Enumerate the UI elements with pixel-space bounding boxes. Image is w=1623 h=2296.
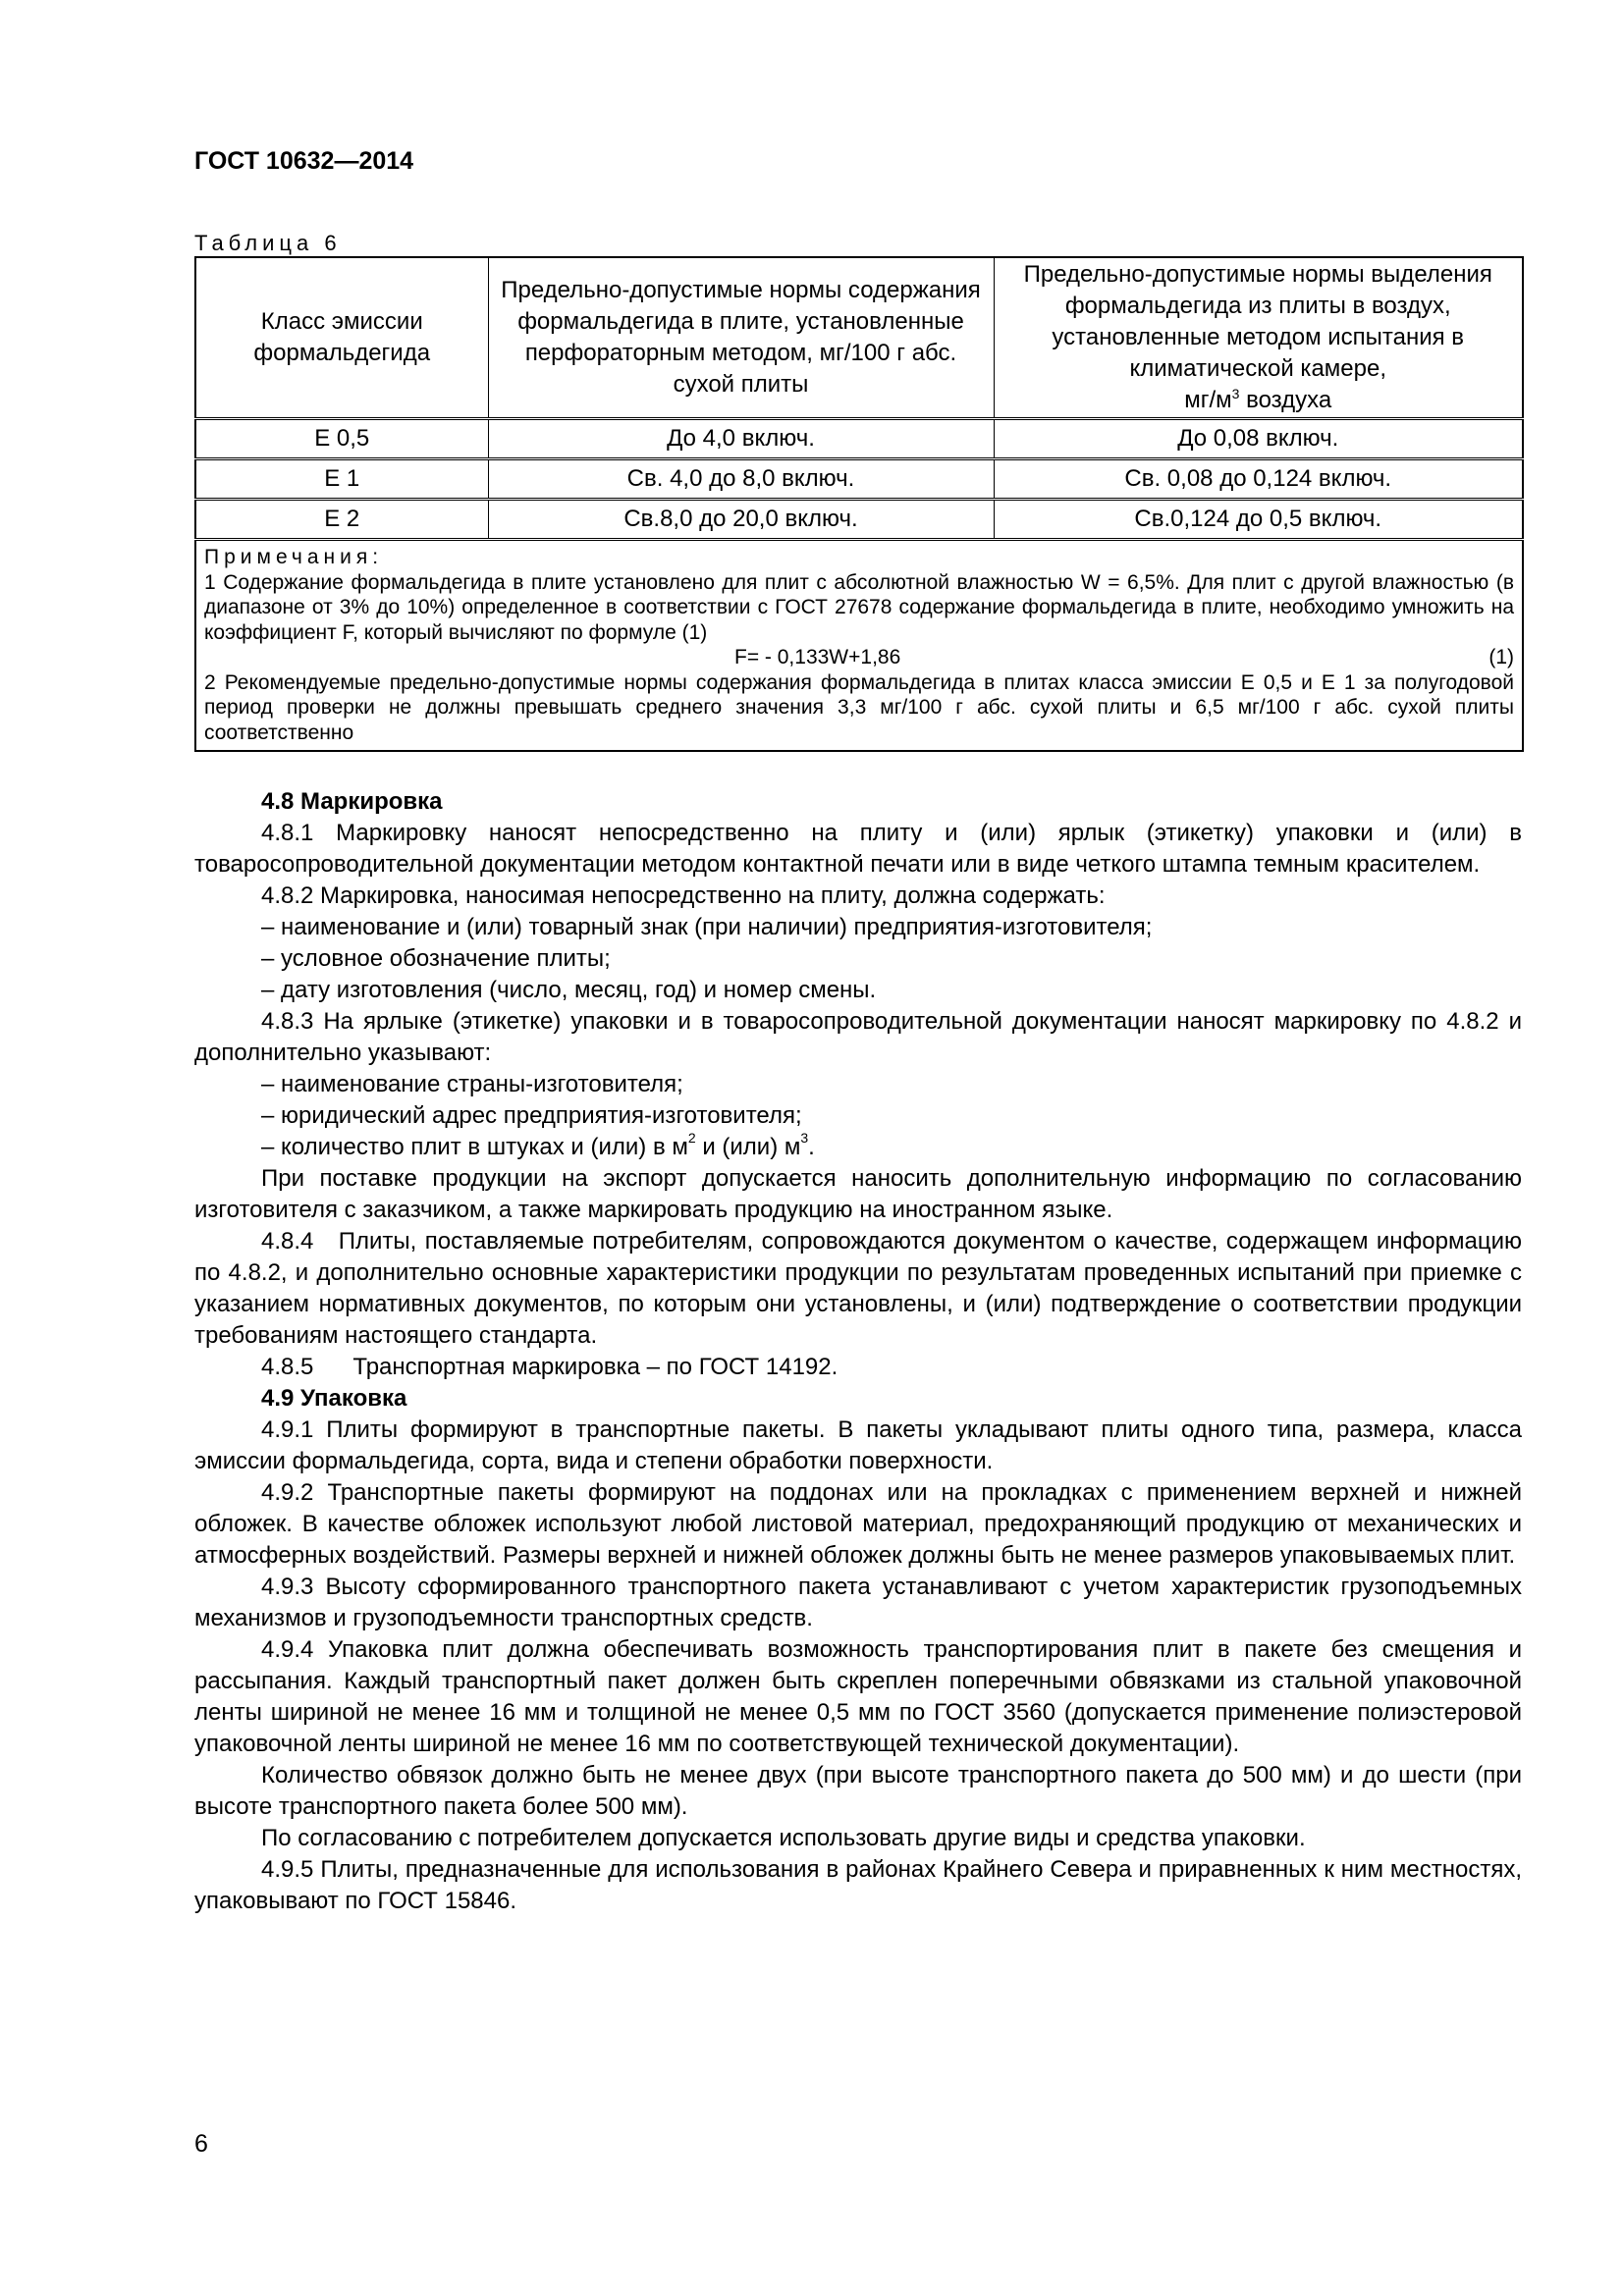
list-item: – наименование и (или) товарный знак (при наличии) предприятия-изготовителя; — [261, 914, 1153, 940]
unit-post: воздуха — [1239, 387, 1332, 413]
column-header-plate-content: Предельно-допустимые нормы содержания формальдегида в плите, установленные перфораторным методом, мг/100 г абс. сухой плиты — [488, 257, 994, 419]
notes-title: Примечания: — [204, 546, 384, 568]
table-notes-row — [195, 540, 1523, 752]
table-cell: Е 0,5 — [195, 419, 488, 459]
paragraph-4-9-3: 4.9.3 Высоту сформированного транспортного пакета устанавливают с учетом характеристик грузоподъемных механизмов и грузоподъемности транспортных средств. — [194, 1574, 1522, 1631]
paragraph-4-8-3: 4.8.3 На ярлыке (этикетке) упаковки и в товаросопроводительной документации наносят маркировку по 4.8.2 и дополнительно указывают: — [194, 1008, 1522, 1066]
paragraph-4-9-4: 4.9.4 Упаковка плит должна обеспечивать возможность транспортирования плит в пакете без смещения и рассыпания. Каждый транспортный пакет должен быть скреплен поперечными обвязками из стальной упаковочной ленты шириной не менее 16 мм и толщиной не менее 0,5 мм по ГОСТ 3560 (допускается применение полиэстеровой упаковочной ленты шириной не менее 16 мм по соответствующей технической документации). — [194, 1636, 1522, 1757]
paragraph-4-8-4: 4.8.4 Плиты, поставляемые потребителям, сопровождаются документом о качестве, содержащем информацию по 4.8.2, и дополнительно основные характеристики продукции по результатам проведенных испытаний при приемке с указанием нормативных документов, по которым они установлены, и (или) подтверждение о соответствии продукции требованиям настоящего стандарта. — [194, 1228, 1529, 1349]
superscript-3: 3 — [800, 1130, 809, 1146]
section-heading-4-9: 4.9 Упаковка — [261, 1385, 407, 1412]
table-header-row — [195, 257, 1523, 419]
column-header-air-emission-text: Предельно-допустимые нормы выделения формальдегида из плиты в воздух, установленные методом испытания в климатической камере, — [1023, 261, 1492, 382]
paragraph-agreement: По согласованию с потребителем допускается использовать другие виды и средства упаковки. — [261, 1825, 1306, 1851]
body-text — [194, 786, 1529, 1917]
table-cell: Св. 4,0 до 8,0 включ. — [488, 459, 994, 500]
document-header: ГОСТ 10632—2014 — [194, 147, 414, 175]
note-1: 1 Содержание формальдегида в плите установлено для плит с абсолютной влажностью W = 6,5%. Для плит с другой влажностью (в диапазоне от 3% до 10%) определенное в соответствии с ГОСТ 27678 содержание формальдегида в плите, необходимо умножить на коэффициент F, который вычисляют по формуле (1) — [204, 570, 1514, 644]
table-row — [195, 500, 1523, 540]
table-cell: Св. 0,08 до 0,124 включ. — [994, 459, 1523, 500]
page-number: 6 — [194, 2130, 208, 2158]
paragraph-4-9-1: 4.9.1 Плиты формируют в транспортные пакеты. В пакеты укладывают плиты одного типа, размера, класса эмиссии формальдегида, сорта, вида и степени обработки поверхности. — [194, 1416, 1522, 1474]
emission-table — [194, 256, 1524, 752]
list-item: – дату изготовления (число, месяц, год) и номер смены. — [261, 977, 877, 1003]
list-item: – условное обозначение плиты; — [261, 945, 611, 972]
table-notes — [195, 540, 1523, 752]
quantity-text-c: и (или) м — [695, 1134, 801, 1160]
formula-number: (1) — [1488, 646, 1514, 668]
table-cell: До 0,08 включ. — [994, 419, 1523, 459]
table-row — [195, 419, 1523, 459]
quantity-text-a: – количество плит в штуках и (или) в м — [261, 1134, 688, 1160]
column-header-class: Класс эмиссии формальдегида — [195, 257, 488, 419]
section-heading-4-8: 4.8 Маркировка — [261, 788, 443, 815]
paragraph-4-8-5: 4.8.5 Транспортная маркировка – по ГОСТ 14192. — [261, 1354, 839, 1380]
table-cell: До 4,0 включ. — [488, 419, 994, 459]
list-item: – наименование страны-изготовителя; — [261, 1071, 683, 1097]
table-cell: Св.0,124 до 0,5 включ. — [994, 500, 1523, 540]
table-caption: Таблица 6 — [194, 231, 342, 255]
formula: F= - 0,133W+1,86 — [734, 646, 901, 668]
paragraph-4-9-2: 4.9.2 Транспортные пакеты формируют на поддонах или на прокладках с применением верхней и нижней обложек. В качестве обложек используют любой листовой материал, предохраняющий продукцию от механических и атмосферных воздействий. Размеры верхней и нижней обложек должны быть не менее размеров упаковываемых плит. — [194, 1479, 1522, 1569]
formula-line — [204, 645, 1514, 670]
document-page — [194, 147, 1529, 1917]
table-cell: Св.8,0 до 20,0 включ. — [488, 500, 994, 540]
paragraph-ties: Количество обвязок должно быть не менее двух (при высоте транспортного пакета до 500 мм) и до шести (при высоте транспортного пакета более 500 мм). — [194, 1762, 1522, 1820]
paragraph-export: При поставке продукции на экспорт допускается наносить дополнительную информацию по согласованию изготовителя с заказчиком, а также маркировать продукцию на иностранном языке. — [194, 1165, 1522, 1223]
list-item-quantity — [194, 1132, 1522, 1163]
paragraph-4-8-1: 4.8.1 Маркировку наносят непосредственно на плиту и (или) ярлык (этикетку) упаковки и (или) в товаросопроводительной документации методом контактной печати или в виде четкого штампа темным красителем. — [194, 820, 1522, 878]
unit-pre: мг/м — [1184, 387, 1232, 413]
table-cell: Е 1 — [195, 459, 488, 500]
paragraph-4-8-2: 4.8.2 Маркировка, наносимая непосредственно на плиту, должна содержать: — [261, 882, 1106, 909]
superscript-2: 2 — [687, 1130, 696, 1146]
note-2: 2 Рекомендуемые предельно-допустимые нормы содержания формальдегида в плитах класса эмиссии Е 0,5 и Е 1 за полугодовой период проверки не должны превышать среднего значения 3,3 мг/100 г абс. сухой плиты и 6,5 мг/100 г абс. сухой плиты соответственно — [204, 670, 1514, 744]
table-cell: Е 2 — [195, 500, 488, 540]
table-row — [195, 459, 1523, 500]
column-header-air-emission — [994, 257, 1523, 419]
list-item: – юридический адрес предприятия-изготовителя; — [261, 1102, 802, 1129]
quantity-text-e: . — [808, 1134, 815, 1160]
paragraph-4-9-5: 4.9.5 Плиты, предназначенные для использования в районах Крайнего Севера и приравненных к ним местностях, упаковывают по ГОСТ 15846. — [194, 1856, 1522, 1914]
unit-sup: 3 — [1231, 386, 1240, 401]
